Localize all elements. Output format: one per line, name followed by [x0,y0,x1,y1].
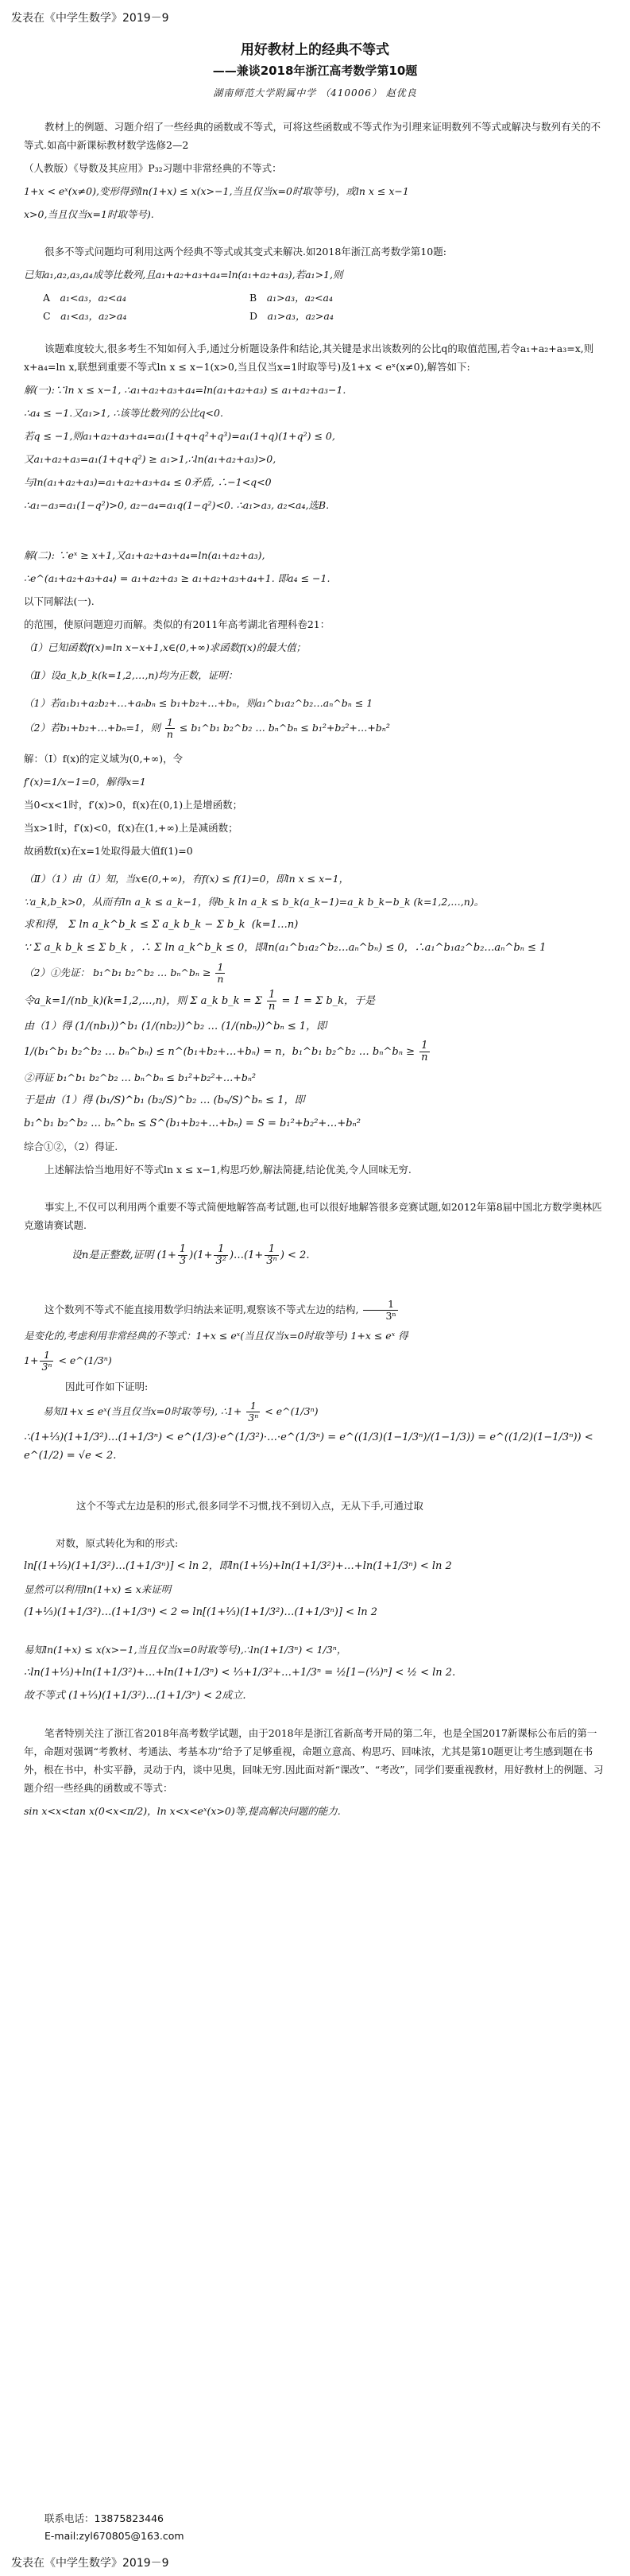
solution-line: ②再证 b₁^b₁ b₂^b₂ … bₙ^bₙ ≤ b₁²+b₂²+…+bₙ² [24,1071,256,1083]
formula-line: 1+ $\frac{1}{\text{3ⁿ}}$ < e^(1/3ⁿ) [24,1349,112,1373]
solution-line: 1/(b₁^b₁ b₂^b₂ … bₙ^bₙ) ≤ n^(b₁+b₂+…+bₙ) = n，b₁^b₁ b₂^b₂ … bₙ^bₙ ≥ $\frac{1}{n}$ [24,1040,428,1063]
contact-info [44,2510,184,2545]
paragraph: 显然可以利用ln(1+x) ≤ x来证明 [24,1583,172,1595]
problem-line: （1）若a₁b₁+a₂b₂+…+aₙbₙ ≤ b₁+b₂+…+bₙ，则a₁^b₁a₂^b₂…aₙ^bₙ ≤ 1 [24,697,373,709]
contact-phone: 联系电话：13875823446 [44,2512,164,2524]
solution-line: 于是由（1）得 (b₁/S)^b₁ (b₂/S)^b₂ … (bₙ/S)^bₙ ≤ 1，即 [24,1094,305,1106]
solution-line: 令a_k=1/(nb_k)(k=1,2,…,n)，则 Σ a_k b_k = Σ $\frac{1}{n}$ = 1 = Σ b_k，于是 [24,989,376,1013]
publication-footer: 发表在《中学生数学》2019－9 [11,2557,169,2570]
solution-line: ∴e^(a₁+a₂+a₃+a₄) = a₁+a₂+a₃ ≥ a₁+a₂+a₃+a₄+1. 即a₄ ≤ −1. [24,572,330,584]
problem-line: （Ⅱ）设a_k,b_k(k=1,2,…,n)均为正数，证明： [24,669,238,681]
solution-line: 解(二): ∵eˣ ≥ x+1,又a₁+a₂+a₃+a₄=ln(a₁+a₂+a₃), [24,549,265,561]
paragraph: 对数，原式转化为和的形式: [56,1537,179,1549]
paragraph: 是变化的,考虑利用非常经典的不等式：1+x ≤ eˣ(当且仅当x=0时取等号) 1+x ≤ eˣ 得 [24,1330,408,1342]
answer-options [43,289,604,325]
paragraph: 因此可作如下证明: [65,1381,149,1393]
solution-line: ∴a₄ ≤ −1.又a₁>1, ∴该等比数列的公比q<0. [24,407,223,419]
article-subtitle: ——兼谈2018年浙江高考数学第10题 [212,64,418,78]
contact-email: E-mail:zyl670805@163.com [44,2530,184,2542]
paragraph: 事实上,不仅可以利用两个重要不等式简便地解答高考试题,也可以很好地解答很多竞赛试题,如2012年第8届中国北方数学奥林匹克邀请赛试题. [24,1201,602,1231]
article-author: 湖南师范大学附属中学 （410006） 赵优良 [213,87,417,99]
paragraph: 该题难度较大,很多考生不知如何入手,通过分析题设条件和结论,其关键是求出该数列的公比q的取值范围,若令a₁+a₂+a₃=x,则x+a₄=ln x,联想到重要不等式ln x ≤ x−1(x>0,当且仅当x=1时取等号)及1+x < eˣ(x≠0),解答如下: [24,343,594,373]
formula-line: x>0,当且仅当x=1时取等号). [24,208,154,220]
publication-header: 发表在《中学生数学》2019－9 [11,12,169,25]
solution-line: 以下同解法(一). [24,595,95,607]
solution-line: （2）①先证： b₁^b₁ b₂^b₂ … bₙ^bₙ ≥ $\frac{1}{n}$ [24,961,224,985]
article-body [24,118,604,1825]
solution-line: 解(一):∵ln x ≤ x−1, ∴a₁+a₂+a₃+a₄=ln(a₁+a₂+a₃) ≤ a₁+a₂+a₃−1. [24,384,346,396]
option-a: A a₁<a₃，a₂<a₄ [43,292,126,304]
problem-stem: 已知a₁,a₂,a₃,a₄成等比数列,且a₁+a₂+a₃+a₄=ln(a₁+a₂+a₃),若a₁>1,则 [24,269,343,281]
solution-line: 解：（Ⅰ）f(x)的定义域为(0,+∞)，令 [24,753,184,765]
solution-line: ∴a₁−a₃=a₁(1−q²)>0, a₂−a₄=a₁q(1−q²)<0. ∴a₁>a₃, a₂<a₄,选B. [24,499,330,511]
solution-line: 求和得， Σ ln a_k^b_k ≤ Σ a_k b_k − Σ b_k (k=1…n) [24,919,299,931]
problem-line: （2）若b₁+b₂+…+bₙ=1，则 $\frac{1}{n}$ ≤ b₁^b₁ b₂^b₂ … bₙ^bₙ ≤ b₁²+b₂²+…+bₙ² [24,716,390,740]
formula-line: ln[(1+⅓)(1+1/3²)…(1+1/3ⁿ)] < ln 2，即ln(1+⅓)+ln(1+1/3²)+…+ln(1+1/3ⁿ) < ln 2 [24,1560,452,1572]
formula-line: 1+x < eˣ(x≠0),变形得到ln(1+x) ≤ x(x>−1,当且仅当x=0时取等号)，或ln x ≤ x−1 [24,185,409,197]
solution-line: 若q ≤ −1,则a₁+a₂+a₃+a₄=a₁(1+q+q²+q³)=a₁(1+q)(1+q²) ≤ 0, [24,430,335,442]
solution-line: 故不等式 (1+⅓)(1+1/3²)…(1+1/3ⁿ) < 2成立. [24,1690,246,1702]
solution-line: ∵ Σ a_k b_k ≤ Σ b_k ，∴ Σ ln a_k^b_k ≤ 0，即ln(a₁^b₁a₂^b₂…aₙ^bₙ) ≤ 0，∴a₁^b₁a₂^b₂…aₙ^bₙ ≤ 1 [24,942,547,954]
solution-line: b₁^b₁ b₂^b₂ … bₙ^bₙ ≤ S^(b₁+b₂+…+bₙ) = S = b₁²+b₂²+…+bₙ² [24,1118,361,1129]
option-c: C a₁<a₃，a₂>a₄ [43,310,127,322]
paragraph: （人教版）《导数及其应用》P₃₂习题中非常经典的不等式： [24,162,282,174]
formula-line: (1+⅓)(1+1/3²)…(1+1/3ⁿ) < 2 ⇔ ln[(1+⅓)(1+1/3²)…(1+1/3ⁿ)] < ln 2 [24,1606,378,1618]
solution-line: f′(x)=1/x−1=0，解得x=1 [24,776,146,788]
solution-line: 又a₁+a₂+a₃=a₁(1+q+q²) ≥ a₁>1,∴ln(a₁+a₂+a₃)>0, [24,453,276,465]
paragraph: 很多不等式问题均可利用这两个经典不等式或其变式来解决.如2018年浙江高考数学第10题: [44,246,446,258]
solution-line: ∴ln(1+⅓)+ln(1+1/3²)+…+ln(1+1/3ⁿ) < ⅓+1/3²+…+1/3ⁿ = ½[1−(⅓)ⁿ] < ½ < ln 2. [24,1667,456,1679]
solution-line: 综合①②，（2）得证. [24,1141,118,1152]
paragraph: 上述解法恰当地用好不等式ln x ≤ x−1,构思巧妙,解法简捷,结论优美,令人回味无穷. [44,1164,412,1176]
solution-line: ∴(1+⅓)(1+1/3²)…(1+1/3ⁿ) < e^(1/3)·e^(1/3²)·…·e^(1/3ⁿ) = e^((1/3)(1−1/3ⁿ)/(1−1/3)) = e^((1/2)(1−1/3ⁿ)) < e^(1/2) = √e < 2. [24,1431,593,1462]
paragraph: 笔者特别关注了浙江省2018年高考数学试题，由于2018年是浙江省新高考开局的第二年，也是全国2017新课标公布后的第一年，命题对强调“考教材、考通法、考基本功”给予了足够重视，命题立意高、构思巧、回味浓，尤其是第10题更让考生感到题在书外，根在书中，朴实平静，灵动于内，谈中见奥，回味无穷.因此面对新“课改”、“考改”，同学们要重视教材，用好教材上的例题、习题介绍一些经典的函数或不等式： [24,1727,604,1794]
solution-line: （Ⅱ）（1）由（Ⅰ）知，当x∈(0,+∞)，有f(x) ≤ f(1)=0，即ln x ≤ x−1， [24,873,350,885]
option-b: B a₁>a₃，a₂<a₄ [249,292,334,304]
paragraph: sin x<x<tan x(0<x<π/2)，ln x<x<eˣ(x>0)等,提高解决问题的能力. [24,1805,341,1817]
paragraph: 的范围，使原问题迎刃而解。类似的有2011年高考湖北省理科卷21： [24,618,330,630]
solution-line: 当x>1时，f′(x)<0，f(x)在(1,+∞)上是减函数； [24,822,238,834]
solution-line: 易知1+x ≤ eˣ(当且仅当x=0时取等号), ∴1+ $\frac{1}{\text{3ⁿ}}$ < e^(1/3ⁿ) [43,1400,319,1424]
problem-line: 设n是正整数,证明 (1+ $\frac{1}{3}$ )(1+ $\frac{1}{\text{3²}}$ )…(1+ $\frac{1}{\text{3ⁿ}}$ ) < 2. [72,1243,310,1267]
problem-line: （Ⅰ）已知函数f(x)=ln x−x+1,x∈(0,+∞)求函数f(x)的最大值； [24,641,307,653]
paragraph: 教材上的例题、习题介绍了一些经典的函数或不等式，可将这些函数或不等式作为引理来证明数列不等式或解决与数列有关的不等式.如高中新课标教材数学选修2—2 [24,121,601,151]
solution-line: ∵a_k,b_k>0，从而有ln a_k ≤ a_k−1，得b_k ln a_k ≤ b_k(a_k−1)=a_k b_k−b_k (k=1,2,…,n)。 [24,896,485,908]
paragraph: 这个数列不等式不能直接用数学归纳法来证明,观察该不等式左边的结构, $\frac{1}{\text{3ⁿ}}$ [44,1298,396,1322]
solution-line: 当0<x<1时，f′(x)>0，f(x)在(0,1)上是增函数； [24,799,243,811]
paragraph: 这个不等式左边是积的形式,很多同学不习惯,找不到切入点，无从下手,可通过取 [76,1500,423,1512]
solution-line: 由（1）得 (1/(nb₁))^b₁ (1/(nb₂))^b₂ … (1/(nbₙ))^bₙ ≤ 1，即 [24,1021,327,1032]
article-title: 用好教材上的经典不等式 [241,42,389,58]
solution-line: 故函数f(x)在x=1处取得最大值f(1)=0 [24,845,193,857]
solution-line: 与ln(a₁+a₂+a₃)=a₁+a₂+a₃+a₄ ≤ 0矛盾, ∴−1<q<0 [24,476,272,488]
option-d: D a₁>a₃，a₂>a₄ [249,310,334,322]
solution-line: 易知ln(1+x) ≤ x(x>−1,当且仅当x=0时取等号),∴ln(1+1/3ⁿ) < 1/3ⁿ， [24,1644,347,1656]
